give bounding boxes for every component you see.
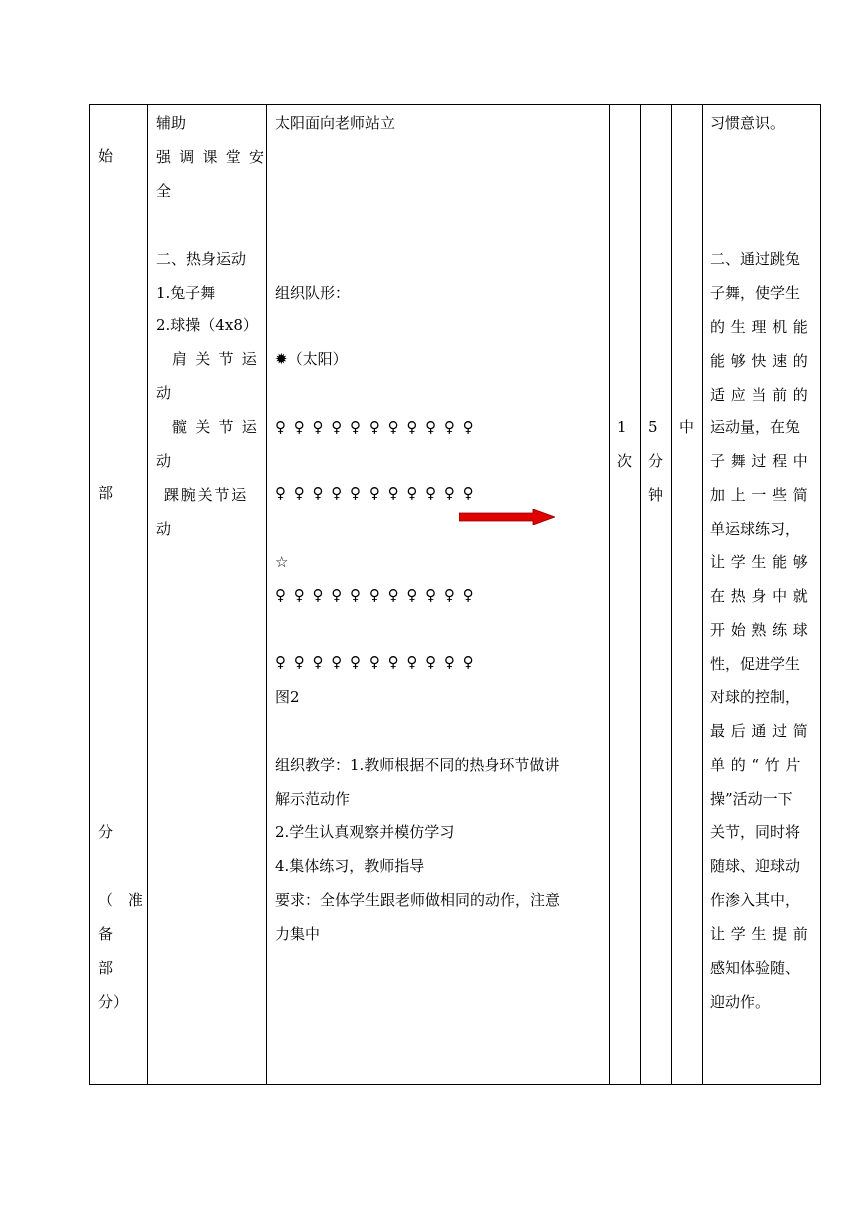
content-line: 踝腕关节运 — [164, 486, 249, 504]
section-label-char: 部 — [98, 959, 114, 977]
purpose-line: 感知体验随、 — [710, 959, 801, 977]
organization-line: 2.学生认真观察并模仿学习 — [275, 823, 455, 841]
figure-caption: 图2 — [275, 688, 300, 706]
time-value: 5 — [648, 418, 658, 436]
column-divider-4 — [640, 104, 641, 1085]
purpose-line: 子舞，使学生 — [710, 284, 801, 302]
purpose-line: 性，促进学生 — [710, 655, 801, 673]
time-unit: 钟 — [648, 486, 664, 504]
section-label-char: 备 — [98, 925, 114, 943]
purpose-line: 运动量，在兔 — [710, 418, 801, 436]
organization-line: 组织队形： — [275, 284, 351, 302]
section-label-char: 分） — [98, 993, 129, 1011]
organization-line: 要求：全体学生跟老师做相同的动作，注意 — [275, 891, 561, 909]
purpose-line: 最后通过简 — [710, 722, 814, 740]
section-label-char: （ 准 — [98, 891, 144, 909]
purpose-line: 作渗入其中， — [710, 891, 801, 909]
right-arrow-icon — [459, 509, 555, 525]
purpose-line: 单运球练习， — [710, 520, 801, 538]
table-top-border — [89, 104, 821, 105]
column-divider-3 — [609, 104, 610, 1085]
student-row: ♀♀♀♀♀♀♀♀♀♀♀ — [275, 484, 482, 502]
content-line: 动 — [156, 384, 172, 402]
purpose-line: 迎动作。 — [710, 993, 771, 1011]
purpose-line: 对球的控制， — [710, 688, 801, 706]
column-divider-6 — [702, 104, 703, 1085]
purpose-line: 加上一些简 — [710, 486, 814, 504]
purpose-line: 的生理机能 — [710, 318, 814, 336]
student-row: ♀♀♀♀♀♀♀♀♀♀♀ — [275, 653, 482, 671]
organization-line: 组织教学：1.教师根据不同的热身环节做讲 — [275, 756, 560, 774]
table-bottom-border — [89, 1084, 821, 1085]
repetition-count: 1 — [617, 418, 627, 436]
content-line: 2.球操（4x8） — [156, 316, 258, 334]
content-line: 全 — [156, 182, 172, 200]
content-line: 二、热身运动 — [156, 250, 247, 268]
column-divider-2 — [266, 104, 267, 1085]
table-border-right — [820, 104, 821, 1085]
student-row: ♀♀♀♀♀♀♀♀♀♀♀ — [275, 586, 482, 604]
sun-icon: ✹（太阳） — [275, 350, 348, 368]
section-label-char: 始 — [98, 147, 114, 165]
purpose-line: 能够快速的 — [710, 352, 814, 370]
content-line: 强调课堂安 — [156, 148, 273, 166]
organization-line: 力集中 — [275, 925, 321, 943]
purpose-line: 让学生提前 — [710, 925, 814, 943]
column-divider-5 — [671, 104, 672, 1085]
time-unit: 分 — [648, 452, 664, 470]
purpose-line: 关节，同时将 — [710, 823, 801, 841]
section-label-char: 分 — [98, 823, 114, 841]
purpose-line: 让学生能够 — [710, 553, 814, 571]
content-line: 1.兔子舞 — [156, 284, 216, 302]
content-line: 动 — [156, 452, 172, 470]
purpose-line: 操”活动一下 — [710, 790, 793, 808]
intensity-value: 中 — [679, 418, 695, 436]
section-label-char: 部 — [98, 484, 114, 502]
purpose-line: 单的“竹片 — [710, 756, 807, 774]
purpose-line: 开始熟练球 — [710, 621, 814, 639]
organization-line: 解示范动作 — [275, 790, 351, 808]
organization-line: 4.集体练习，教师指导 — [275, 857, 425, 875]
purpose-line: 子舞过程中 — [710, 452, 814, 470]
repetition-unit: 次 — [617, 452, 633, 470]
content-line: 动 — [156, 520, 172, 538]
content-line: 髋关节运 — [172, 418, 266, 436]
purpose-line: 适应当前的 — [710, 386, 814, 404]
star-icon: ☆ — [275, 553, 289, 571]
purpose-line: 二、通过跳兔 — [710, 250, 801, 268]
content-line: 辅助 — [156, 114, 187, 132]
table-border-left — [89, 104, 90, 1085]
student-row: ♀♀♀♀♀♀♀♀♀♀♀ — [275, 418, 482, 436]
content-line: 肩关节运 — [172, 350, 266, 368]
purpose-line: 习惯意识。 — [710, 114, 786, 132]
column-divider-1 — [147, 104, 148, 1085]
purpose-line: 随球、迎球动 — [710, 857, 801, 875]
purpose-line: 在热身中就 — [710, 587, 814, 605]
organization-line: 太阳面向老师站立 — [275, 114, 396, 132]
